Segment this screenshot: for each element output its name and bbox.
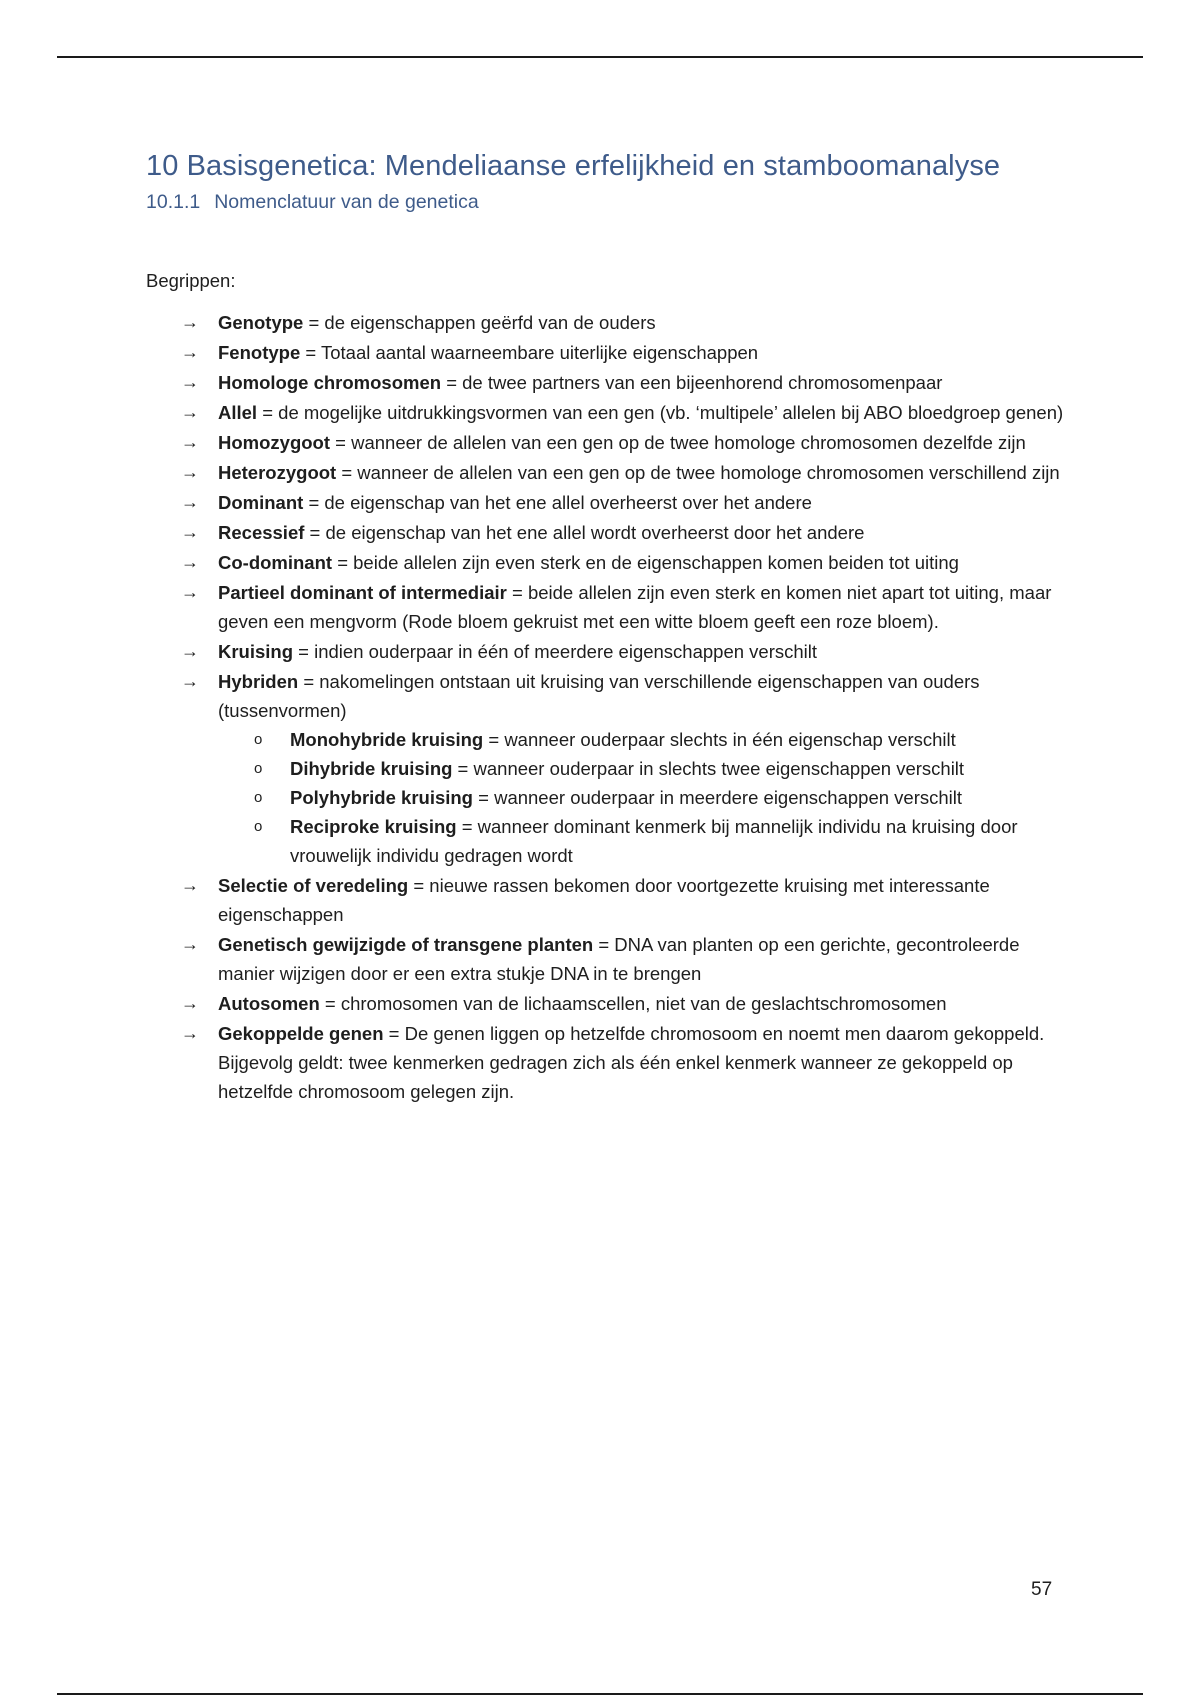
term-name: Allel (218, 402, 258, 423)
term-item-homologe-chromosomen (146, 368, 1066, 397)
term-item-genotype (146, 308, 1066, 337)
term-definition: = de eigenschap van het ene allel overheerst over het andere (303, 492, 812, 513)
footer-rule (57, 1693, 1143, 1695)
term-name: Selectie of veredeling (218, 875, 409, 896)
arrow-icon: → (181, 522, 199, 542)
term-item-heterozygoot (146, 458, 1066, 487)
arrow-icon: → (181, 875, 199, 895)
circle-bullet-icon: o (254, 789, 263, 806)
term-name: Dominant (218, 492, 304, 513)
term-definition: = de eigenschappen geërfd van de ouders (303, 312, 656, 333)
subtype-name: Dihybride kruising (290, 758, 453, 779)
term-name: Homozygoot (218, 432, 331, 453)
term-list (146, 308, 1066, 1106)
term-definition: = De genen liggen op hetzelfde chromosoom en noemt men daarom gekoppeld. Bijgevolg geldt: twee kenmerken gedragen zich als één enkel kenmerk wanneer ze gekoppeld op hetzelfde chromosoom gelegen zijn. (218, 1023, 1045, 1102)
term-definition: = wanneer de allelen van een gen op de twee homologe chromosomen verschillend zijn (336, 462, 1060, 483)
term-item-homozygoot (146, 428, 1066, 457)
term-item-co-dominant (146, 548, 1066, 577)
subtype-name: Polyhybride kruising (290, 787, 473, 808)
term-definition: = nieuwe rassen bekomen door voortgezette kruising met interessante eigenschappen (218, 875, 990, 925)
arrow-icon: → (181, 582, 199, 602)
term-definition: = Totaal aantal waarneembare uiterlijke eigenschappen (300, 342, 759, 363)
section-heading (146, 188, 1066, 216)
arrow-icon: → (181, 432, 199, 452)
term-name: Genotype (218, 312, 304, 333)
arrow-icon: → (181, 993, 199, 1013)
term-definition: = wanneer de allelen van een gen op de twee homologe chromosomen dezelfde zijn (330, 432, 1026, 453)
arrow-icon: → (181, 641, 199, 661)
arrow-icon: → (181, 402, 199, 422)
subtype-name: Reciproke kruising (290, 816, 457, 837)
arrow-icon: → (181, 934, 199, 954)
term-item-allel (146, 398, 1066, 427)
subtype-name: Monohybride kruising (290, 729, 484, 750)
term-name: Co-dominant (218, 552, 333, 573)
term-definition: = indien ouderpaar in één of meerdere eigenschappen verschilt (293, 641, 818, 662)
subtype-item-dihybride (218, 754, 1066, 783)
term-name: Heterozygoot (218, 462, 337, 483)
term-definition: = nakomelingen ontstaan uit kruising van verschillende eigenschappen van ouders (tussenvormen) (218, 671, 980, 721)
arrow-icon: → (181, 492, 199, 512)
arrow-icon: → (181, 372, 199, 392)
term-item-transgene-planten (146, 930, 1066, 988)
term-definition: = chromosomen van de lichaamscellen, niet van de geslachtschromosomen (319, 993, 947, 1014)
term-name: Autosomen (218, 993, 320, 1014)
term-item-autosomen (146, 989, 1066, 1018)
term-definition: = de eigenschap van het ene allel wordt overheerst door het andere (304, 522, 865, 543)
term-name: Fenotype (218, 342, 301, 363)
term-name: Kruising (218, 641, 294, 662)
term-item-kruising (146, 637, 1066, 666)
term-name: Homologe chromosomen (218, 372, 442, 393)
hybrid-subtype-list (218, 725, 1066, 870)
term-item-gekoppelde-genen (146, 1019, 1066, 1106)
circle-bullet-icon: o (254, 760, 263, 777)
section-title: Nomenclatuur van de genetica (214, 191, 479, 213)
arrow-icon: → (181, 312, 199, 332)
term-name: Partieel dominant of intermediair (218, 582, 507, 603)
page-content (146, 146, 1066, 1107)
term-name: Recessief (218, 522, 305, 543)
term-definition: = de twee partners van een bijeenhorend chromosomenpaar (441, 372, 943, 393)
term-definition: = beide allelen zijn even sterk en de eigenschappen komen beiden tot uiting (332, 552, 959, 573)
subtype-item-monohybride (218, 725, 1066, 754)
section-number: 10.1.1 (146, 191, 201, 213)
arrow-icon: → (181, 462, 199, 482)
term-name: Gekoppelde genen (218, 1023, 384, 1044)
chapter-title: 10 Basisgenetica: Mendeliaanse erfelijkheid en stamboomanalyse (146, 150, 1001, 182)
intro-label: Begrippen: (146, 270, 236, 291)
term-item-recessief (146, 518, 1066, 547)
term-definition: = de mogelijke uitdrukkingsvormen van een gen (vb. ‘multipele’ allelen bij ABO bloedgroep genen) (257, 402, 1064, 423)
subtype-definition: = wanneer ouderpaar in slechts twee eigenschappen verschilt (452, 758, 965, 779)
arrow-icon: → (181, 342, 199, 362)
term-name: Genetisch gewijzigde of transgene planten (218, 934, 594, 955)
subtype-definition: = wanneer ouderpaar slechts in één eigenschap verschilt (483, 729, 956, 750)
subtype-definition: = wanneer dominant kenmerk bij mannelijk individu na kruising door vrouwelijk individu gedragen wordt (290, 816, 1018, 866)
arrow-icon: → (181, 552, 199, 572)
term-item-hybriden (146, 667, 1066, 870)
subtype-definition: = wanneer ouderpaar in meerdere eigenschappen verschilt (473, 787, 963, 808)
term-item-partieel-dominant (146, 578, 1066, 636)
term-item-fenotype (146, 338, 1066, 367)
arrow-icon: → (181, 1023, 199, 1043)
header-rule (57, 56, 1143, 58)
term-definition: = beide allelen zijn even sterk en komen niet apart tot uiting, maar geven een mengvorm (Rode bloem gekruist met een witte bloem geeft een roze bloem). (218, 582, 1052, 632)
circle-bullet-icon: o (254, 818, 263, 835)
term-item-selectie (146, 871, 1066, 929)
term-definition: = DNA van planten op een gerichte, gecontroleerde manier wijzigen door er een extra stukje DNA in te brengen (218, 934, 1020, 984)
term-item-dominant (146, 488, 1066, 517)
arrow-icon: → (181, 671, 199, 691)
circle-bullet-icon: o (254, 731, 263, 748)
subtype-item-reciproke (218, 812, 1066, 870)
term-name: Hybriden (218, 671, 299, 692)
subtype-item-polyhybride (218, 783, 1066, 812)
